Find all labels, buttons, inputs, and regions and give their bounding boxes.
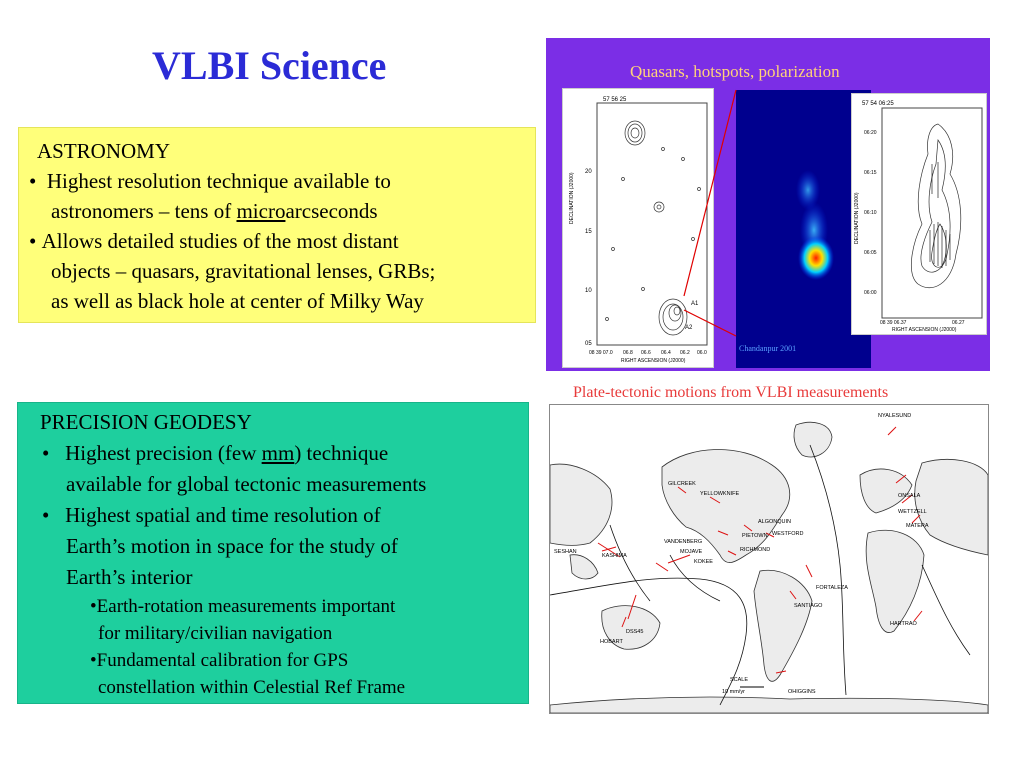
geodesy-sub-1-line-1: •Earth-rotation measurements important	[90, 596, 396, 617]
geodesy-bullet-1-line-2: available for global tectonic measurements	[66, 472, 427, 496]
scale-title: SCALE	[730, 677, 749, 683]
slide-title: VLBI Science	[152, 43, 387, 88]
scale-label: 10 mm/yr	[722, 689, 745, 695]
station-label: FORTALEZA	[816, 585, 848, 591]
geodesy-box	[17, 402, 529, 704]
astronomy-bullet-2: • Allows detailed studies of the most distant	[29, 229, 399, 253]
text-segment: Highest precision (few	[65, 441, 262, 465]
left-y-tick: 20	[585, 169, 592, 175]
station-label: WETTZELL	[898, 509, 927, 515]
right-contours	[911, 124, 960, 288]
underlined-text: micro	[236, 199, 286, 223]
station-label: ONSALA	[898, 493, 921, 499]
station-label: KASHIMA	[602, 553, 627, 559]
left-x-tick: 06.0	[697, 350, 707, 356]
right-y-axis-label: DECLINATION (J2000)	[854, 192, 860, 244]
left-y-tick: 10	[585, 288, 592, 294]
station-label: GILCREEK	[668, 481, 696, 487]
geodesy-sub-2-line-2: constellation within Celestial Ref Frame	[98, 677, 406, 698]
geodesy-bullet-2-line-2: Earth’s motion in space for the study of	[66, 534, 398, 558]
station-label: RICHMOND	[740, 547, 771, 553]
geodesy-bullet-2-line-3: Earth’s interior	[66, 565, 193, 589]
station-label: OHIGGINS	[788, 689, 816, 695]
station-label: VANDENBERG	[664, 539, 703, 545]
station-label: HOBART	[600, 639, 623, 645]
station-label: SANTIAGO	[794, 603, 823, 609]
left-y-axis-label: DECLINATION (J2000)	[569, 172, 575, 224]
right-polarization-plot	[852, 94, 986, 334]
right-x-axis-label: RIGHT ASCENSION (J2000)	[892, 327, 957, 333]
underlined-text: mm	[261, 441, 295, 465]
quasar-figure-caption: Quasars, hotspots, polarization	[630, 62, 840, 81]
tectonic-map	[549, 404, 989, 714]
station-label: WESTFORD	[772, 531, 804, 537]
left-x-tick: 06.8	[623, 350, 633, 356]
right-y-tick: 06:20	[864, 130, 877, 136]
geodesy-bullet-1: • Highest precision (few mm) technique	[42, 441, 389, 465]
text-segment: ) technique	[294, 441, 389, 465]
image-credit: Chandanpur 2001	[739, 344, 797, 353]
astronomy-bullet-2-line-1: Allows detailed studies of the most distant	[41, 229, 399, 253]
station-label: HARTRAO	[890, 621, 917, 627]
geodesy-bullet-2: • Highest spatial and time resolution of	[42, 503, 381, 527]
geodesy-bullet-2-line-1: Highest spatial and time resolution of	[65, 503, 381, 527]
text-segment: arcseconds	[285, 199, 378, 223]
station-label: PIETOWN	[742, 533, 768, 539]
left-y-tick: 15	[585, 229, 592, 235]
left-top-label: 57 56 25	[603, 97, 627, 103]
astronomy-bullet-1-line-1: Highest resolution technique available to	[46, 169, 391, 193]
astronomy-heading: ASTRONOMY	[37, 139, 171, 163]
right-y-tick: 06:00	[864, 290, 877, 296]
marker-a1: A1	[691, 301, 699, 307]
station-label: MATERA	[906, 523, 929, 529]
right-y-tick: 06:10	[864, 210, 877, 216]
station-label: YELLOWKNIFE	[700, 491, 740, 497]
left-x-tick: 06.6	[641, 350, 651, 356]
geodesy-sub-1-line-2: for military/civilian navigation	[98, 623, 333, 644]
astronomy-box	[18, 127, 536, 323]
right-top-label: 57 54 06:25	[862, 101, 894, 107]
right-x-tick: 08 39 06.37	[880, 320, 907, 326]
station-label: KOKEE	[694, 559, 713, 565]
station-label: ALGONQUIN	[758, 519, 792, 525]
right-y-tick: 06:15	[864, 170, 877, 176]
map-caption: Plate-tectonic motions from VLBI measurements	[573, 384, 889, 401]
left-x-tick: 06.2	[680, 350, 690, 356]
right-polarization-panel	[851, 93, 987, 335]
left-x-tick: 08 39 07.0	[589, 350, 613, 356]
quasar-figure	[546, 38, 990, 371]
text-segment: astronomers – tens of	[51, 199, 237, 223]
geodesy-sub-2-line-1: •Fundamental calibration for GPS	[90, 650, 349, 671]
station-label: NYALESUND	[878, 413, 912, 419]
left-x-tick: 06.4	[661, 350, 671, 356]
astronomy-bullet-1: • Highest resolution technique available to	[29, 169, 391, 193]
astronomy-bullet-1-line-2	[51, 196, 567, 226]
geodesy-heading: PRECISION GEODESY	[40, 410, 252, 434]
tectonic-map-svg	[550, 405, 988, 713]
polarization-vectors	[930, 162, 950, 268]
marker-a2: A2	[685, 325, 693, 331]
right-x-tick: 06.27	[952, 320, 965, 326]
station-label: DSS45	[626, 629, 644, 635]
left-x-axis-label: RIGHT ASCENSION (J2000)	[621, 358, 686, 364]
left-y-tick: 05	[585, 341, 592, 347]
right-y-tick: 06:05	[864, 250, 877, 256]
astronomy-bullet-2-line-3: as well as black hole at center of Milky Way	[51, 289, 424, 313]
astronomy-bullet-2-line-2: objects – quasars, gravitational lenses, GRBs;	[51, 259, 436, 283]
station-label: MOJAVE	[680, 549, 703, 555]
station-label: SESHAN	[554, 549, 577, 555]
